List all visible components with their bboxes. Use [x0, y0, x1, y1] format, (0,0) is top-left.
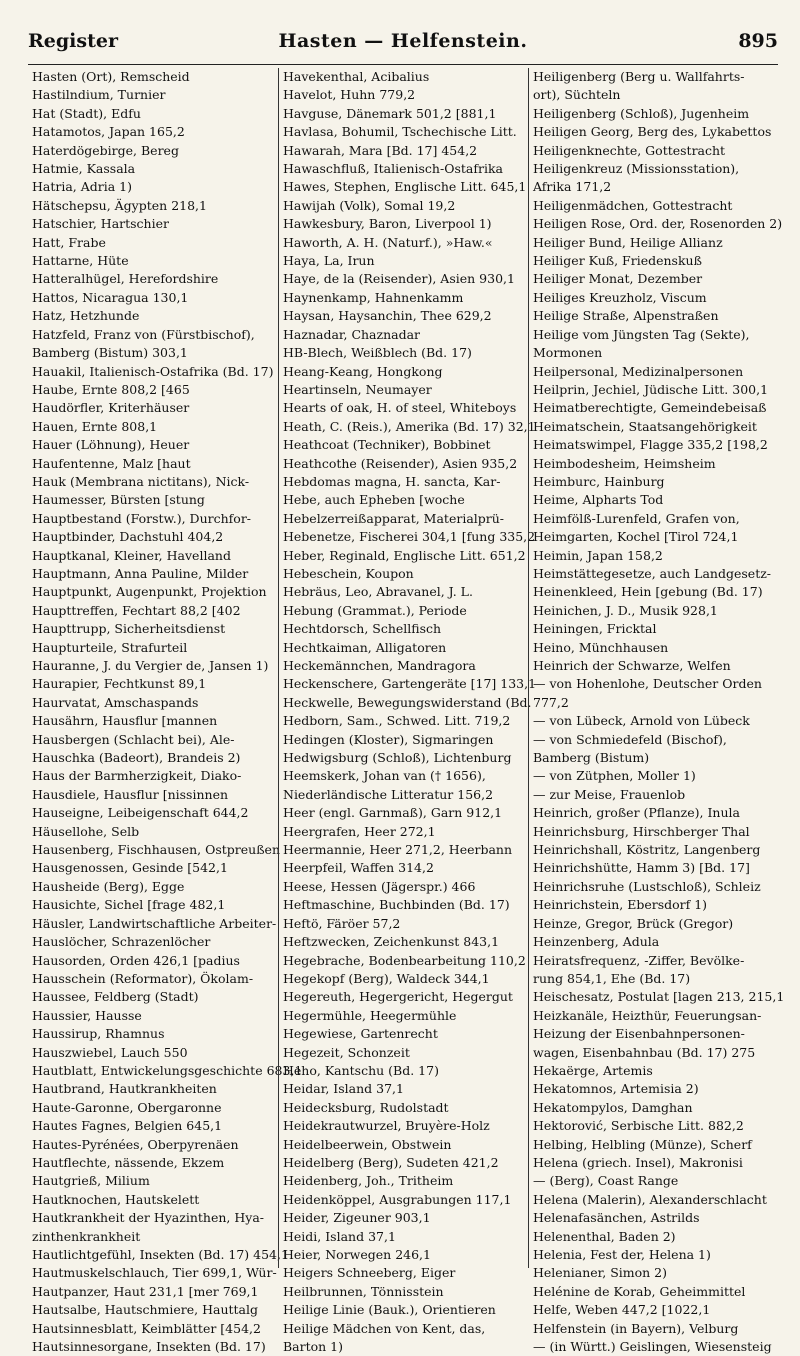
index-entry: Hauslöcher, Schrazenlöcher	[32, 934, 211, 950]
index-entry: Hautpanzer, Haut 231,1 [mer 769,1	[32, 1283, 259, 1299]
index-entry: Heilprin, Jechiel, Jüdische Litt. 300,1	[533, 381, 769, 397]
index-entry: Haynenkamp, Hahnenkamm	[283, 289, 464, 305]
index-entry: Hausgenossen, Gesinde [542,1	[32, 860, 228, 876]
index-entry: Heftzwecken, Zeichenkunst 843,1	[283, 934, 500, 950]
index-entry: Hektorović, Serbische Litt. 882,2	[533, 1118, 744, 1134]
index-entry: Hawes, Stephen, Englische Litt. 645,1	[283, 179, 527, 195]
index-entry: Heer (engl. Garnmaß), Garn 912,1	[283, 805, 503, 821]
index-entry: Hedborn, Sam., Schwed. Litt. 719,2	[283, 713, 511, 729]
index-entry: Afrika 171,2	[533, 179, 612, 195]
index-entry: Haussirup, Rhamnus	[32, 1026, 165, 1042]
index-entry: Helenafasänchen, Astrilds	[533, 1210, 700, 1226]
index-entry: Haussier, Hausse	[32, 1007, 142, 1023]
index-entry: Heimgarten, Kochel [Tirol 724,1	[533, 529, 739, 545]
index-entry: Heidenköppel, Ausgrabungen 117,1	[283, 1191, 512, 1207]
index-entry: Hauptbinder, Dachstuhl 404,2	[32, 529, 224, 545]
index-entry: Hauranne, J. du Vergier de, Jansen 1)	[32, 658, 269, 673]
index-entry: Heinrichshütte, Hamm 3) [Bd. 17]	[533, 860, 750, 876]
index-entry: Heino, Münchhausen	[533, 639, 669, 655]
index-entry: HB-Blech, Weißblech (Bd. 17)	[283, 345, 472, 361]
index-entry: Haurvatat, Amschaspands	[32, 694, 199, 710]
index-entry: Haumesser, Bürsten [stung	[32, 492, 205, 508]
index-entry: Heiliger Bund, Heilige Allianz	[533, 234, 723, 250]
page-title: Hasten — Helfenstein.	[278, 30, 528, 52]
index-entry: Hautes Fagnes, Belgien 645,1	[32, 1118, 223, 1134]
index-entry: — von Lübeck, Arnold von Lübeck	[533, 713, 750, 729]
index-entry: Heinrich, großer (Pflanze), Inula	[533, 805, 740, 821]
index-entry: Hegekopf (Berg), Waldeck 344,1	[283, 970, 490, 986]
index-entry: — von Hohenlohe, Deutscher Orden	[533, 676, 762, 692]
index-entry: Heath, C. (Reis.), Amerika (Bd. 17) 32,1	[283, 418, 536, 434]
index-entry: Heilige Mädchen von Kent, das,	[283, 1320, 486, 1336]
index-entry: wagen, Eisenbahnbau (Bd. 17) 275	[533, 1044, 756, 1060]
index-entry: Hausbergen (Schlacht bei), Ale-	[32, 731, 235, 747]
index-entry: Hekatomnos, Artemisia 2)	[533, 1081, 699, 1097]
index-entry: Hebdomas magna, H. sancta, Kar-	[283, 473, 501, 489]
index-entry: Hauszwiebel, Lauch 550	[32, 1044, 188, 1060]
index-entry: Havelot, Huhn 779,2	[283, 87, 416, 103]
index-entry: Häusler, Landwirtschaftliche Arbeiter-	[32, 915, 277, 931]
index-entry: Hegereuth, Hegergericht, Hegergut	[283, 989, 513, 1005]
index-entry: Heiligen Georg, Berg des, Lykabettos	[533, 124, 772, 140]
index-entry: Heftö, Färöer 57,2	[283, 915, 401, 931]
index-entry: Hautsinnesblatt, Keimblätter [454,2	[32, 1320, 261, 1336]
index-entry: Heinrichstein, Ebersdorf 1)	[533, 897, 708, 913]
index-entry: Haus der Barmherzigkeit, Diako-	[32, 768, 242, 784]
index-entry: — (in Württ.) Geislingen, Wiesensteig	[533, 1339, 772, 1355]
index-entry: Heerpfeil, Waffen 314,2	[283, 860, 434, 876]
index-entry: Heho, Kantschu (Bd. 17)	[283, 1062, 439, 1078]
index-entry: Heiliger Monat, Dezember	[533, 271, 703, 287]
index-entry: Hebenetze, Fischerei 304,1 [fung 335,2	[283, 529, 536, 545]
index-entry: Haute-Garonne, Obergaronne	[32, 1099, 222, 1115]
index-column-1	[28, 68, 303, 1355]
index-entry: Heiligenkreuz (Missionsstation),	[533, 161, 740, 177]
index-entry: Helfe, Weben 447,2 [1022,1	[533, 1302, 711, 1318]
index-entry: Haussee, Feldberg (Stadt)	[32, 989, 199, 1005]
index-entry: Hautknochen, Hautskelett	[32, 1191, 200, 1207]
index-entry: Heider, Zigeuner 903,1	[283, 1210, 431, 1226]
index-entry: Hausenberg, Fischhausen, Ostpreußen	[32, 842, 280, 858]
index-entry: Hauschka (Badeort), Brandeis 2)	[32, 750, 241, 766]
index-columns	[28, 68, 785, 1355]
index-entry: Hauptbestand (Forstw.), Durchfor-	[32, 510, 252, 526]
index-entry: Hausorden, Orden 426,1 [padius	[32, 952, 240, 968]
index-entry: Hatz, Hetzhunde	[32, 308, 140, 324]
index-entry: Hauptpunkt, Augenpunkt, Projektion	[32, 584, 267, 600]
index-entry: Heidi, Island 37,1	[283, 1228, 396, 1244]
index-entry: Hautflechte, nässende, Ekzem	[32, 1154, 225, 1170]
index-entry: Hebe, auch Epheben [woche	[283, 492, 465, 508]
index-column-3	[528, 68, 785, 1355]
index-entry: 777,2	[533, 694, 569, 710]
index-entry: Hauptmann, Anna Pauline, Milder	[32, 565, 249, 581]
index-entry: Hechtkaiman, Alligatoren	[283, 639, 447, 655]
index-entry: Hastilndium, Turnier	[32, 87, 166, 103]
index-entry: Heimfölß-Lurenfeld, Grafen von,	[533, 510, 740, 526]
index-entry: Hawarah, Mara [Bd. 17] 454,2	[283, 142, 478, 158]
index-entry: Helena (griech. Insel), Makronisi	[533, 1154, 743, 1170]
index-entry: Heftmaschine, Buchbinden (Bd. 17)	[283, 897, 510, 913]
index-entry: Hedwigsburg (Schloß), Lichtenburg	[283, 750, 512, 766]
index-entry: Haurapier, Fechtkunst 89,1	[32, 676, 207, 692]
index-entry: Hatteralhügel, Herefordshire	[32, 271, 219, 287]
index-entry: Hautlichtgefühl, Insekten (Bd. 17) 454,1	[32, 1247, 289, 1262]
index-entry: Heathcoat (Techniker), Bobbinet	[283, 437, 491, 453]
index-entry: Hautes-Pyrénées, Oberpyrenäen	[32, 1136, 239, 1152]
index-entry: Hat (Stadt), Edfu	[32, 105, 141, 121]
index-entry: Heimburc, Hainburg	[533, 473, 665, 489]
index-entry: Heiliger Kuß, Friedenskuß	[533, 253, 702, 269]
index-entry: Hauk (Membrana nictitans), Nick-	[32, 473, 250, 489]
index-entry: Heimstättegesetze, auch Landgesetz-	[533, 565, 772, 581]
index-entry: Heilpersonal, Medizinalpersonen	[533, 363, 744, 379]
index-entry: Niederländische Litteratur 156,2	[283, 786, 494, 802]
index-entry: Heiligenberg (Schloß), Jugenheim	[533, 105, 750, 121]
index-entry: Heiligenberg (Berg u. Wallfahrts-	[533, 69, 745, 84]
index-entry: Heiligenmädchen, Gottestracht	[533, 197, 733, 213]
index-entry: Heimatschein, Staatsangehörigkeit	[533, 418, 757, 434]
index-entry: Hautgrieß, Milium	[32, 1173, 150, 1189]
index-entry: ort), Süchteln	[533, 87, 621, 103]
index-entry: — (Berg), Coast Range	[533, 1173, 679, 1189]
index-entry: Heckenschere, Gartengeräte [17] 133,1	[283, 676, 537, 692]
index-entry: Hautsinnesorgane, Insekten (Bd. 17)	[32, 1339, 266, 1355]
page-number: 895	[738, 30, 778, 52]
index-entry: Bamberg (Bistum) 303,1	[32, 345, 188, 361]
index-entry: Hauakil, Italienisch-Ostafrika (Bd. 17)	[32, 363, 274, 379]
index-entry: Hebeschein, Koupon	[283, 565, 414, 581]
index-entry: Haudörfler, Kriterhäuser	[32, 400, 190, 416]
header-register-label: Register	[28, 30, 118, 52]
index-entry: Heinenkleed, Hein [gebung (Bd. 17)	[533, 584, 763, 600]
index-entry: zinthenkrankheit	[32, 1228, 141, 1244]
index-entry: Heischesatz, Postulat [lagen 213, 215,1	[533, 989, 785, 1005]
index-entry: Heinrichsburg, Hirschberger Thal	[533, 823, 750, 839]
index-entry: Havlasa, Bohumil, Tschechische Litt.	[283, 124, 517, 140]
index-entry: — von Zütphen, Moller 1)	[533, 768, 696, 784]
index-entry: Haznadar, Chaznadar	[283, 326, 421, 342]
index-entry: Havekenthal, Acibalius	[283, 69, 430, 84]
index-entry: Hauptkanal, Kleiner, Havelland	[32, 547, 231, 563]
index-entry: Hawkesbury, Baron, Liverpool 1)	[283, 216, 492, 232]
index-entry: Hebung (Grammat.), Periode	[283, 602, 467, 618]
index-entry: Heinichen, J. D., Musik 928,1	[533, 602, 718, 618]
index-entry: Heckemännchen, Mandragora	[283, 658, 476, 673]
index-entry: Hatschier, Hartschier	[32, 216, 169, 232]
index-entry: Barton 1)	[283, 1339, 344, 1355]
index-entry: Hausdiele, Hausflur [nissinnen	[32, 786, 229, 802]
index-entry: Heang-Keang, Hongkong	[283, 363, 443, 379]
index-entry: Heiligenknechte, Gottestracht	[533, 142, 726, 158]
index-entry: Hawijah (Volk), Somal 19,2	[283, 197, 456, 213]
index-entry: Heidelbeerwein, Obstwein	[283, 1136, 452, 1152]
index-entry: Bamberg (Bistum)	[533, 750, 650, 766]
index-entry: Heier, Norwegen 246,1	[283, 1247, 431, 1262]
index-entry: Hautbrand, Hautkrankheiten	[32, 1081, 217, 1097]
index-entry: Haworth, A. H. (Naturf.), »Haw.«	[283, 234, 493, 250]
index-entry: Hätschepsu, Ägypten 218,1	[32, 197, 207, 213]
index-entry: Haterdögebirge, Bereg	[32, 142, 179, 158]
index-entry: Heilige Straße, Alpenstraßen	[533, 308, 719, 324]
header-rule	[28, 64, 778, 65]
index-entry: Hegebrache, Bodenbearbeitung 110,2	[283, 952, 526, 968]
index-entry: Heidecksburg, Rudolstadt	[283, 1099, 449, 1115]
index-entry: Heidenberg, Joh., Tritheim	[283, 1173, 454, 1189]
index-entry: Heizkanäle, Heizthür, Feuerungsan-	[533, 1007, 762, 1023]
index-entry: Heiligen Rose, Ord. der, Rosenorden 2)	[533, 216, 783, 232]
index-entry: Hegezeit, Schonzeit	[283, 1044, 410, 1060]
index-entry: Heigers Schneeberg, Eiger	[283, 1265, 456, 1281]
index-entry: Hausährn, Hausflur [mannen	[32, 713, 218, 729]
index-entry: Heilige Linie (Bauk.), Orientieren	[283, 1302, 496, 1318]
index-entry: Haupturteile, Strafurteil	[32, 639, 188, 655]
index-entry: Helenenthal, Baden 2)	[533, 1228, 676, 1244]
index-entry: Hegewiese, Gartenrecht	[283, 1026, 438, 1042]
index-entry: Hautmuskelschlauch, Tier 699,1, Wür-	[32, 1265, 277, 1281]
index-entry: Hattarne, Hüte	[32, 253, 129, 269]
index-entry: Haufentenne, Malz [haut	[32, 455, 191, 471]
index-entry: Hearts of oak, H. of steel, Whiteboys	[283, 400, 517, 416]
index-entry: Heidelberg (Berg), Sudeten 421,2	[283, 1154, 499, 1170]
index-entry: Heathcothe (Reisender), Asien 935,2	[283, 455, 518, 471]
index-entry: Heilbrunnen, Tönnisstein	[283, 1283, 444, 1299]
index-entry: Hattos, Nicaragua 130,1	[32, 289, 189, 305]
index-entry: Heimbodesheim, Heimsheim	[533, 455, 716, 471]
index-entry: Heidekrautwurzel, Bruyère-Holz	[283, 1118, 490, 1134]
page-header	[28, 30, 778, 60]
index-entry: Heermannie, Heer 271,2, Heerbann	[283, 842, 513, 858]
index-entry: Heidar, Island 37,1	[283, 1081, 404, 1097]
index-entry: Heartinseln, Neumayer	[283, 381, 432, 397]
index-entry: Hausschein (Reformator), Ökolam-	[32, 970, 254, 986]
index-entry: Hautblatt, Entwickelungsgeschichte 683,1	[32, 1062, 303, 1078]
index-entry: Hausheide (Berg), Egge	[32, 878, 185, 894]
index-entry: Heiningen, Fricktal	[533, 621, 657, 637]
index-entry: — zur Meise, Frauenlob	[533, 786, 686, 802]
index-entry: Heemskerk, Johan van († 1656),	[283, 768, 486, 784]
index-entry: Heimatberechtigte, Gemeindebeisaß	[533, 400, 767, 416]
index-entry: Hechtdorsch, Schellfisch	[283, 621, 442, 637]
index-entry: Hebelzerreißapparat, Materialprü-	[283, 510, 505, 526]
index-entry: Haupttreffen, Fechtart 88,2 [402	[32, 602, 241, 618]
index-entry: Hausichte, Sichel [frage 482,1	[32, 897, 226, 913]
index-entry: Havguse, Dänemark 501,2 [881,1	[283, 105, 497, 121]
index-entry: Hatzfeld, Franz von (Fürstbischof),	[32, 326, 255, 342]
index-entry: Hatria, Adria 1)	[32, 179, 133, 195]
index-entry: Heizung der Eisenbahnpersonen-	[533, 1026, 745, 1042]
index-entry: Heese, Hessen (Jägerspr.) 466	[283, 878, 476, 894]
index-entry: Hasten (Ort), Remscheid	[32, 69, 190, 84]
index-entry: Heber, Reginald, Englische Litt. 651,2	[283, 547, 526, 563]
index-entry: Hatt, Frabe	[32, 234, 106, 250]
index-entry: Heiliges Kreuzholz, Viscum	[533, 289, 707, 305]
index-entry: Hauseigne, Leibeigenschaft 644,2	[32, 805, 249, 821]
index-entry: Helbing, Helbling (Münze), Scherf	[533, 1136, 752, 1152]
index-entry: Hauer (Löhnung), Heuer	[32, 437, 190, 453]
index-entry: Heimatswimpel, Flagge 335,2 [198,2	[533, 437, 768, 453]
index-entry: Haupttrupp, Sicherheitsdienst	[32, 621, 226, 637]
index-entry: — von Schmiedefeld (Bischof),	[533, 731, 727, 747]
index-entry: Hautsalbe, Hautschmiere, Hauttalg	[32, 1302, 259, 1318]
index-entry: Hebräus, Leo, Abravanel, J. L.	[283, 584, 473, 600]
index-entry: Haysan, Haysanchin, Thee 629,2	[283, 308, 492, 324]
index-entry: Heinze, Gregor, Brück (Gregor)	[533, 915, 734, 931]
index-entry: Heimin, Japan 158,2	[533, 547, 663, 563]
index-entry: Hedingen (Kloster), Sigmaringen	[283, 731, 494, 747]
index-entry: Mormonen	[533, 345, 603, 361]
index-entry: Heinrichsruhe (Lustschloß), Schleiz	[533, 878, 761, 894]
index-entry: Hegermühle, Heegermühle	[283, 1007, 457, 1023]
index-entry: Helena (Malerin), Alexanderschlacht	[533, 1191, 767, 1207]
index-entry: Hauen, Ernte 808,1	[32, 418, 158, 434]
index-entry: Heckwelle, Bewegungswiderstand (Bd.	[283, 694, 532, 710]
index-entry: Hekaërge, Artemis	[533, 1062, 653, 1078]
index-entry: Heime, Alpharts Tod	[533, 492, 664, 508]
index-entry: Heinrich der Schwarze, Welfen	[533, 658, 731, 673]
index-entry: Heilige vom Jüngsten Tag (Sekte),	[533, 326, 750, 342]
index-entry: Hautkrankheit der Hyazinthen, Hya-	[32, 1210, 265, 1226]
index-entry: Heiratsfrequenz, -Ziffer, Bevölke-	[533, 952, 745, 968]
index-entry: Häusellohe, Selb	[32, 823, 140, 839]
index-entry: Haube, Ernte 808,2 [465	[32, 381, 190, 397]
index-entry: Hawaschfluß, Italienisch-Ostafrika	[283, 161, 503, 177]
index-entry: Haya, La, Irun	[283, 253, 375, 269]
index-column-2	[278, 68, 537, 1355]
index-entry: Helenia, Fest der, Helena 1)	[533, 1247, 711, 1262]
index-entry: Haye, de la (Reisender), Asien 930,1	[283, 271, 515, 287]
index-entry: Helfenstein (in Bayern), Velburg	[533, 1320, 739, 1336]
index-entry: Heinzenberg, Adula	[533, 934, 660, 950]
index-entry: Heergrafen, Heer 272,1	[283, 823, 436, 839]
index-entry: Helénine de Korab, Geheimmittel	[533, 1283, 746, 1299]
index-entry: Hekatompylos, Damghan	[533, 1099, 693, 1115]
index-entry: Hatamotos, Japan 165,2	[32, 124, 185, 140]
index-entry: Hatmie, Kassala	[32, 161, 136, 177]
index-entry: Helenianer, Simon 2)	[533, 1265, 667, 1281]
index-entry: rung 854,1, Ehe (Bd. 17)	[533, 970, 691, 986]
index-entry: Heinrichshall, Köstritz, Langenberg	[533, 842, 761, 858]
